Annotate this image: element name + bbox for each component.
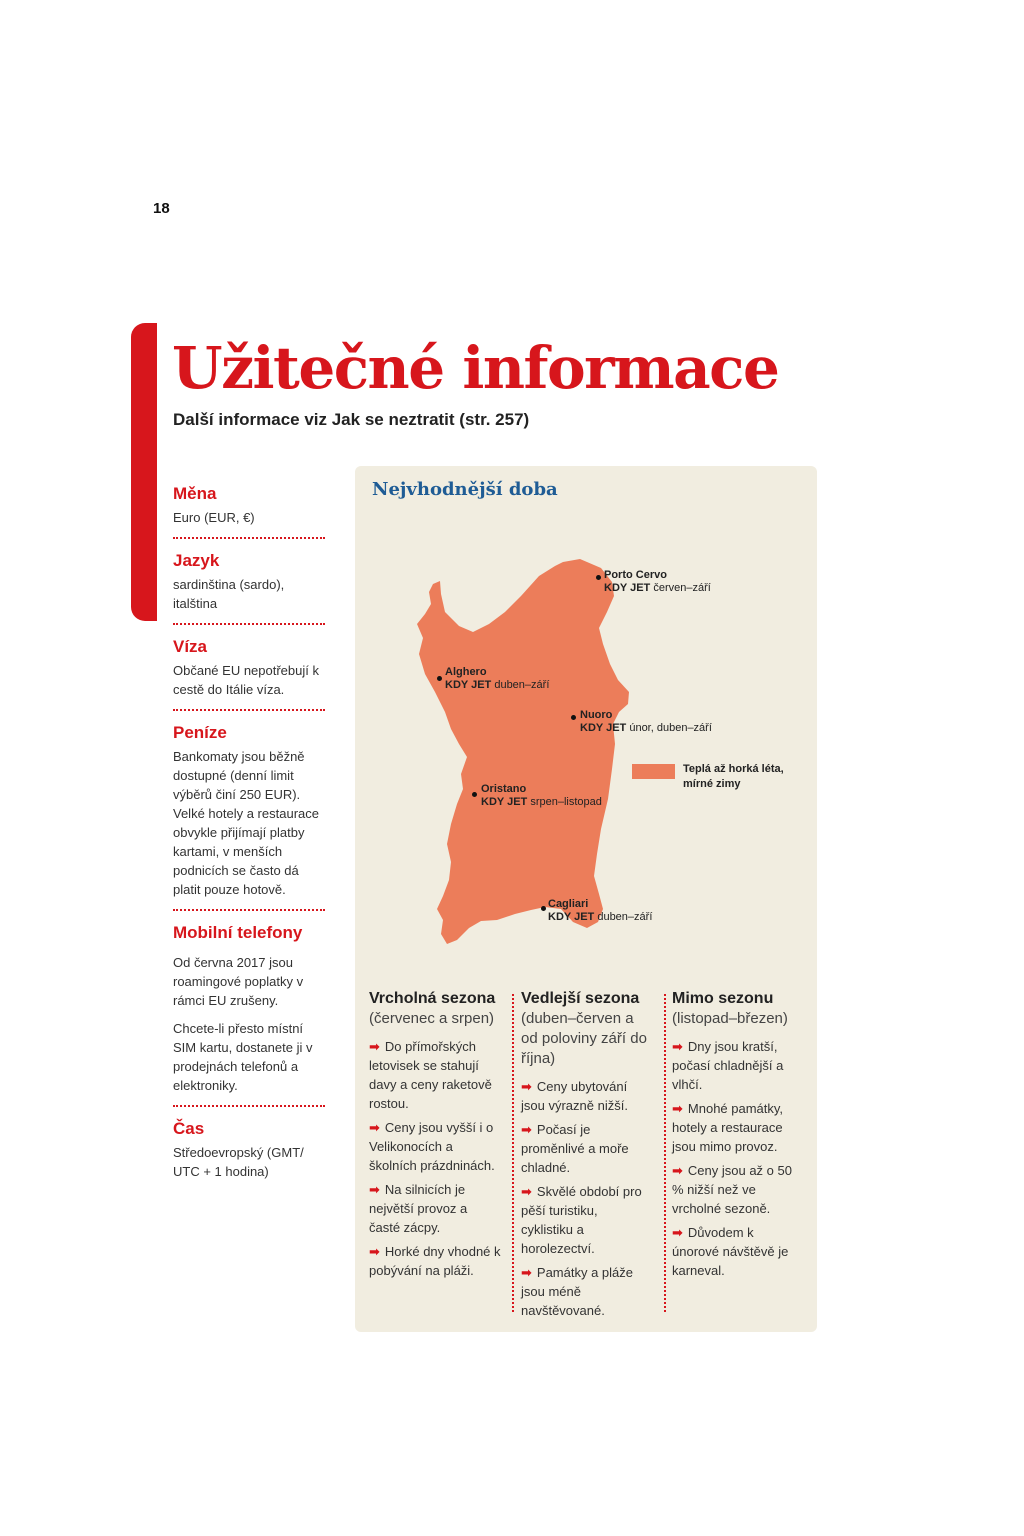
- city-when: srpen–listopad: [530, 796, 602, 808]
- city-when: červen–září: [653, 582, 711, 594]
- sardinia-island-shape: [417, 559, 629, 944]
- section-text: Euro (EUR, €): [173, 510, 255, 525]
- season-bullet: ➡ Ceny jsou vyšší i o Velikonocích a školních prázdninách.: [369, 1120, 495, 1173]
- city-marker: [472, 792, 477, 797]
- arrow-right-icon: ➡: [369, 1244, 380, 1259]
- city-marker: [541, 906, 546, 911]
- season-bullet: ➡ Památky a pláže jsou méně navštěvované.: [521, 1265, 634, 1318]
- city-porto-cervo: [604, 569, 711, 595]
- legend-swatch: [632, 764, 675, 779]
- column-divider: [512, 994, 514, 1312]
- arrow-right-icon: ➡: [521, 1079, 532, 1094]
- season-title: Vedlejší sezona: [521, 990, 640, 1007]
- city-when: duben–září: [494, 679, 550, 691]
- section-mobile-phones: [173, 921, 325, 1107]
- section-text: Od června 2017 jsou roamingové poplatky v rámci EU zrušeny.: [173, 955, 304, 1008]
- kdy-label: KDY JET: [481, 796, 528, 808]
- kdy-label: KDY JET: [445, 679, 492, 691]
- section-text: sardinština (sardo), italština: [173, 577, 285, 611]
- season-bullet: ➡ Ceny ubytování jsou výrazně nižší.: [521, 1079, 628, 1113]
- page-number: 18: [153, 200, 170, 217]
- season-bullet: ➡ Skvělé období pro pěší turistiku, cyklistiku a horolezectví.: [521, 1184, 642, 1256]
- season-bullet: ➡ Důvodem k únorové návštěvě je karneval.: [672, 1225, 789, 1278]
- section-text: Středoevropský (GMT/ UTC + 1 hodina): [173, 1145, 304, 1179]
- city-nuoro: [580, 709, 712, 735]
- column-divider: [664, 994, 666, 1312]
- section-currency: [173, 482, 325, 539]
- section-time: [173, 1117, 325, 1191]
- arrow-right-icon: ➡: [672, 1225, 683, 1240]
- page-title: Užitečné informace: [172, 334, 779, 402]
- city-marker: [437, 676, 442, 681]
- section-title: Mobilní telefony: [173, 923, 303, 942]
- section-title: Jazyk: [173, 551, 220, 570]
- season-title: Mimo sezonu: [672, 990, 774, 1007]
- kdy-label: KDY JET: [580, 722, 627, 734]
- best-time-panel: [355, 466, 817, 1332]
- kdy-label: KDY JET: [548, 911, 595, 923]
- arrow-right-icon: ➡: [369, 1182, 380, 1197]
- season-bullet: ➡ Ceny jsou až o 50 % nižší než ve vrcholné sezoně.: [672, 1163, 792, 1216]
- season-shoulder: [521, 989, 653, 1325]
- city-marker: [596, 575, 601, 580]
- arrow-right-icon: ➡: [369, 1120, 380, 1135]
- season-range: (červenec a srpen): [369, 1010, 495, 1027]
- arrow-right-icon: ➡: [521, 1265, 532, 1280]
- city-when: únor, duben–září: [629, 722, 712, 734]
- section-title: Čas: [173, 1119, 205, 1138]
- city-name: Alghero: [445, 666, 487, 678]
- section-title: Měna: [173, 484, 217, 503]
- section-text: Chcete-li přesto místní SIM kartu, dostanete ji v prodejnách telefonů a elektroniky.: [173, 1021, 313, 1093]
- section-language: [173, 549, 325, 625]
- arrow-right-icon: ➡: [521, 1184, 532, 1199]
- sardinia-map: [405, 554, 645, 954]
- section-visas: [173, 635, 325, 711]
- season-range: (listopad–březen): [672, 1010, 788, 1027]
- page-subtitle: Další informace viz Jak se neztratit (str. 257): [173, 410, 530, 429]
- section-title: Peníze: [173, 723, 227, 742]
- season-low: [672, 989, 804, 1285]
- chapter-tab: [131, 323, 157, 621]
- city-when: duben–září: [597, 911, 653, 923]
- season-title: Vrcholná sezona: [369, 990, 496, 1007]
- city-marker: [571, 715, 576, 720]
- season-range: (duben–červen a od poloviny září do října): [521, 1010, 647, 1067]
- season-peak: [369, 989, 501, 1285]
- arrow-right-icon: ➡: [521, 1122, 532, 1137]
- season-bullet: ➡ Dny jsou kratší, počasí chladnější a vlhčí.: [672, 1039, 784, 1092]
- arrow-right-icon: ➡: [672, 1039, 683, 1054]
- season-bullet: ➡ Počasí je proměnlivé a moře chladné.: [521, 1122, 629, 1175]
- kdy-label: KDY JET: [604, 582, 651, 594]
- city-name: Nuoro: [580, 709, 613, 721]
- legend-label: Teplá až horká léta, mírné zimy: [683, 763, 784, 790]
- arrow-right-icon: ➡: [369, 1039, 380, 1054]
- city-oristano: [481, 783, 602, 809]
- info-column: [173, 482, 325, 1201]
- panel-title: Nejvhodnější doba: [372, 479, 558, 500]
- season-bullet: ➡ Do přímořských letovisek se stahují davy a ceny raketově rostou.: [369, 1039, 492, 1111]
- city-name: Porto Cervo: [604, 569, 667, 581]
- city-cagliari: [548, 898, 652, 924]
- season-bullet: ➡ Horké dny vhodné k pobývání na pláži.: [369, 1244, 501, 1278]
- season-bullet: ➡ Na silnicích je největší provoz a časté zácpy.: [369, 1182, 468, 1235]
- city-name: Oristano: [481, 783, 527, 795]
- section-text: Občané EU nepotřebují k cestě do Itálie víza.: [173, 663, 319, 697]
- section-money: [173, 721, 325, 911]
- season-bullet: ➡ Mnohé památky, hotely a restaurace jsou mimo provoz.: [672, 1101, 784, 1154]
- city-name: Cagliari: [548, 898, 589, 910]
- city-alghero: [445, 666, 549, 692]
- arrow-right-icon: ➡: [672, 1101, 683, 1116]
- section-text: Bankomaty jsou běžně dostupné (denní limit výběrů činí 250 EUR). Velké hotely a restaurace obvykle přijímají platby kartami, v menších podnicích se často dá platit pouze hotově.: [173, 749, 319, 897]
- arrow-right-icon: ➡: [672, 1163, 683, 1178]
- section-title: Víza: [173, 637, 208, 656]
